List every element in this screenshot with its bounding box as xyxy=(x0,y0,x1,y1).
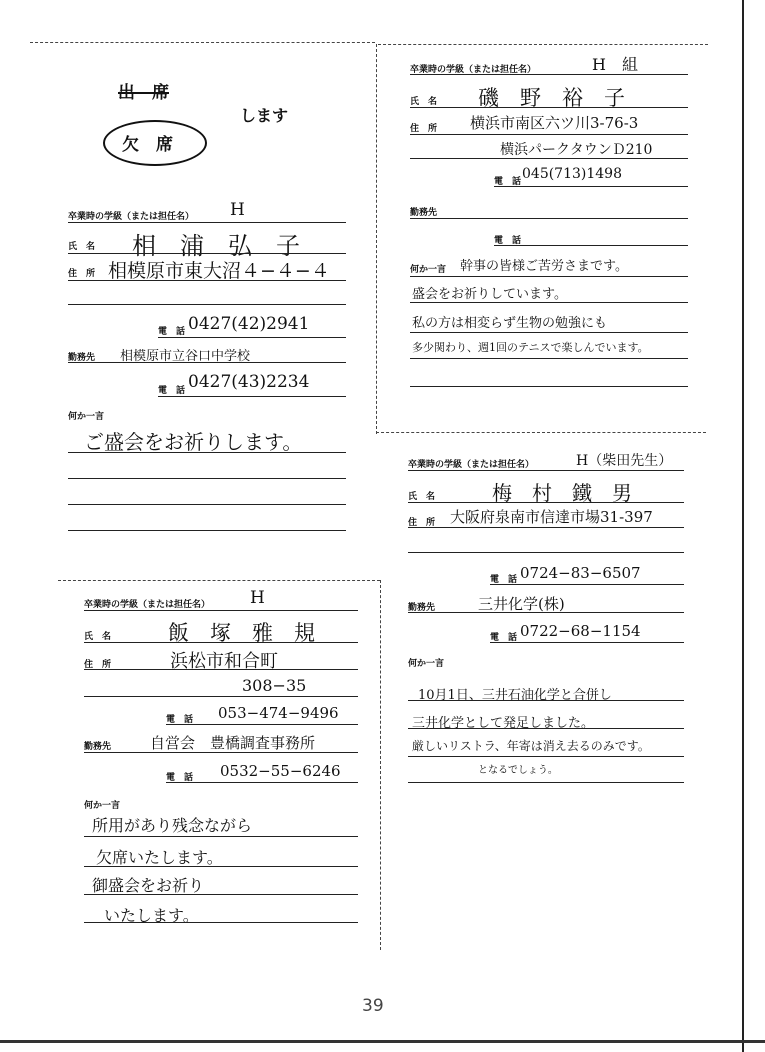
rule xyxy=(490,642,684,643)
rule xyxy=(410,332,688,333)
rule xyxy=(410,134,688,135)
name-label: 氏 名 xyxy=(84,632,112,642)
rule xyxy=(68,504,346,505)
rule xyxy=(68,362,346,363)
rule xyxy=(410,158,688,159)
rule xyxy=(410,276,688,277)
cut-line xyxy=(376,44,377,434)
rule xyxy=(68,452,346,453)
card-message: ご盛会をお祈りします。 xyxy=(84,430,303,454)
card-phone: 0427(42)2941 xyxy=(188,314,310,334)
message-label: 何か一言 xyxy=(68,412,105,422)
card-work-phone: 0722−68−1154 xyxy=(520,622,641,640)
name-label: 氏 名 xyxy=(408,492,436,502)
card-address: 308−35 xyxy=(242,676,307,695)
card-message: 盛会をお祈りしています。 xyxy=(412,287,567,302)
attendance-suffix: します xyxy=(240,106,289,125)
card-message: 多少関わり、週1回のテニスで楽しんでいます。 xyxy=(412,341,649,354)
rule xyxy=(408,552,684,553)
card-phone: 045(713)1498 xyxy=(522,166,622,182)
phone-label: 電 話 xyxy=(158,386,186,396)
card-class: H（柴田先生） xyxy=(576,453,673,469)
rule xyxy=(410,358,688,359)
card-message: 所用があり残念ながら xyxy=(92,816,253,835)
workplace-label: 勤務先 xyxy=(68,353,96,363)
card-address: 浜松市和合町 xyxy=(170,651,278,672)
rule xyxy=(408,502,684,503)
class-label: 卒業時の学級（または担任名） xyxy=(68,212,195,222)
message-label: 何か一言 xyxy=(408,659,445,669)
phone-label: 電 話 xyxy=(166,773,194,783)
card-address: 相模原市東大沼４−４−４ xyxy=(108,260,330,282)
card-name: 磯 野 裕 子 xyxy=(478,86,625,110)
card-message: 欠席いたします。 xyxy=(96,848,223,867)
phone-label: 電 話 xyxy=(166,715,194,725)
page-number: 39 xyxy=(362,996,384,1016)
rule xyxy=(166,782,358,783)
message-label: 何か一言 xyxy=(410,265,447,275)
rule xyxy=(84,752,358,753)
phone-label: 電 話 xyxy=(490,633,518,643)
card-name: 梅 村 鐵 男 xyxy=(492,481,632,505)
rule xyxy=(84,866,358,867)
rule xyxy=(84,610,358,611)
rule xyxy=(84,836,358,837)
address-label: 住 所 xyxy=(68,269,96,279)
rule xyxy=(410,302,688,303)
card-work-phone: 0532−55−6246 xyxy=(220,762,341,780)
card-message: 御盛会をお祈り xyxy=(92,876,205,895)
card-class: H xyxy=(230,200,245,220)
class-label: 卒業時の学級（または担任名） xyxy=(84,600,211,610)
workplace-label: 勤務先 xyxy=(410,208,438,218)
rule xyxy=(408,700,684,701)
rule xyxy=(408,527,684,528)
rule xyxy=(410,218,688,219)
rule xyxy=(408,782,684,783)
name-label: 氏 名 xyxy=(68,242,96,252)
cut-line xyxy=(376,432,706,433)
rule xyxy=(490,584,684,585)
address-label: 住 所 xyxy=(84,660,112,670)
attendance-absent: 欠 席 xyxy=(122,135,173,155)
address-label: 住 所 xyxy=(410,124,438,134)
rule xyxy=(84,669,358,670)
rule xyxy=(84,894,358,895)
card-work-phone: 0427(43)2234 xyxy=(188,372,310,392)
card-address: 大阪府泉南市信達市場31-397 xyxy=(450,508,653,526)
page-edge-right xyxy=(742,0,744,1052)
card-workplace: 相模原市立谷口中学校 xyxy=(120,349,251,364)
rule xyxy=(68,304,346,305)
rule xyxy=(410,386,688,387)
card-message: 私の方は相変らず生物の勉強にも xyxy=(412,316,608,331)
card-name: 飯 塚 雅 規 xyxy=(168,621,315,645)
name-label: 氏 名 xyxy=(410,97,438,107)
address-label: 住 所 xyxy=(408,518,436,528)
rule xyxy=(158,396,346,397)
rule xyxy=(68,253,346,254)
card-workplace: 三井化学(株) xyxy=(478,595,565,613)
page-edge-bottom xyxy=(0,1040,765,1043)
rule xyxy=(68,280,346,281)
card-phone: 053−474−9496 xyxy=(218,704,339,722)
rule xyxy=(410,74,688,75)
cut-line xyxy=(380,580,381,950)
workplace-label: 勤務先 xyxy=(84,742,112,752)
phone-label: 電 話 xyxy=(494,236,522,246)
class-label: 卒業時の学級（または担任名） xyxy=(410,65,537,75)
rule xyxy=(84,922,358,923)
rule xyxy=(408,728,684,729)
class-label: 卒業時の学級（または担任名） xyxy=(408,460,535,470)
rule xyxy=(408,756,684,757)
rule xyxy=(166,724,358,725)
phone-label: 電 話 xyxy=(494,177,522,187)
card-address: 横浜パークタウンＤ210 xyxy=(500,142,653,158)
rule xyxy=(408,612,684,613)
rule xyxy=(84,642,358,643)
phone-label: 電 話 xyxy=(158,327,186,337)
card-message: 厳しいリストラ、年寄は消え去るのみです。 xyxy=(412,739,650,753)
attendance-present: 出 席 xyxy=(118,83,169,103)
rule xyxy=(84,696,358,697)
message-label: 何か一言 xyxy=(84,801,121,811)
card-workplace: 自営会 豊橋調査事務所 xyxy=(150,734,316,752)
card-message-note: となるでしょう。 xyxy=(478,765,558,776)
workplace-label: 勤務先 xyxy=(408,603,436,613)
card-message: 10月1日、三井石油化学と合併し xyxy=(418,688,612,703)
card-message: いたします。 xyxy=(104,906,199,925)
phone-label: 電 話 xyxy=(490,575,518,585)
card-class: H 組 xyxy=(592,55,638,74)
rule xyxy=(494,245,688,246)
rule xyxy=(68,222,346,223)
cut-line xyxy=(30,42,375,43)
rule xyxy=(68,478,346,479)
card-name: 相 浦 弘 子 xyxy=(132,232,300,260)
card-phone: 0724−83−6507 xyxy=(520,564,641,582)
card-message: 三井化学として発足しました。 xyxy=(412,716,595,731)
card-address: 横浜市南区六ツ川3-76-3 xyxy=(470,114,639,132)
cut-line xyxy=(58,580,380,581)
card-class: H xyxy=(250,588,265,608)
rule xyxy=(68,530,346,531)
rule xyxy=(410,107,688,108)
card-message: 幹事の皆様ご苦労さまです。 xyxy=(460,259,628,274)
rule xyxy=(408,470,684,471)
rule xyxy=(158,337,346,338)
cut-line xyxy=(378,44,708,45)
rule xyxy=(494,186,688,187)
